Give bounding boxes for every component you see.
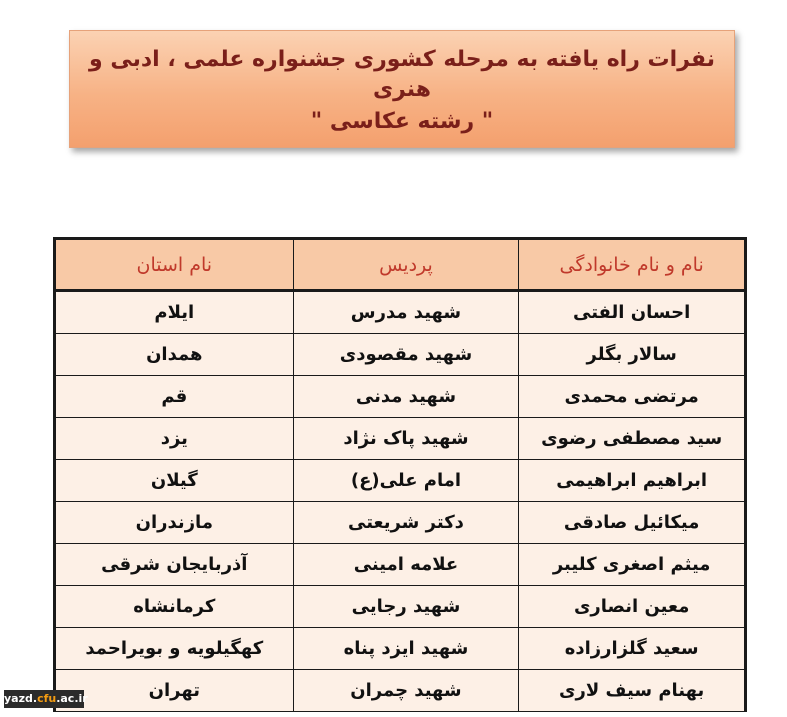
table-row xyxy=(55,376,746,418)
title-banner xyxy=(69,30,735,148)
cell-province: مازندران xyxy=(55,502,294,544)
cell-campus: شهید چمران xyxy=(293,670,519,712)
site-watermark xyxy=(4,690,88,708)
table-header-row xyxy=(55,239,746,291)
cell-full-name: مرتضی محمدی xyxy=(519,376,746,418)
header-province: نام استان xyxy=(55,239,294,291)
cell-campus: شهید پاک نژاد xyxy=(293,418,519,460)
cell-province: ایلام xyxy=(55,291,294,334)
header-campus: پردیس xyxy=(293,239,519,291)
cell-province: همدان xyxy=(55,334,294,376)
cell-province: کرمانشاه xyxy=(55,586,294,628)
cell-province: قم xyxy=(55,376,294,418)
cell-campus: شهید مدنی xyxy=(293,376,519,418)
watermark-prefix: yazd. xyxy=(4,692,38,705)
table-row xyxy=(55,670,746,712)
cell-full-name: ابراهیم ابراهیمی xyxy=(519,460,746,502)
table-row xyxy=(55,334,746,376)
table-row xyxy=(55,502,746,544)
table-row xyxy=(55,628,746,670)
cell-full-name: سعید گلزارزاده xyxy=(519,628,746,670)
cell-campus: شهید رجایی xyxy=(293,586,519,628)
cell-full-name: سالار بگلر xyxy=(519,334,746,376)
watermark-suffix: .ac.ir xyxy=(56,692,88,705)
table-row xyxy=(55,460,746,502)
cell-province: کهگیلویه و بویراحمد xyxy=(55,628,294,670)
cell-province: گیلان xyxy=(55,460,294,502)
cell-campus: دکتر شریعتی xyxy=(293,502,519,544)
table-row xyxy=(55,586,746,628)
cell-province: آذربایجان شرقی xyxy=(55,544,294,586)
cell-full-name: بهنام سیف لاری xyxy=(519,670,746,712)
table-row xyxy=(55,291,746,334)
cell-full-name: احسان الفتی xyxy=(519,291,746,334)
cell-campus: شهید مقصودی xyxy=(293,334,519,376)
cell-campus: شهید ایزد پناه xyxy=(293,628,519,670)
banner-title-line1: نفرات راه یافته به مرحله کشوری جشنواره علمی ، ادبی و هنری xyxy=(89,47,715,102)
cell-campus: علامه امینی xyxy=(293,544,519,586)
cell-campus: امام علی(ع) xyxy=(293,460,519,502)
banner-title-line2: " رشته عکاسی " xyxy=(310,109,494,134)
cell-full-name: میکائیل صادقی xyxy=(519,502,746,544)
cell-full-name: معین انصاری xyxy=(519,586,746,628)
header-full-name: نام و نام خانوادگی xyxy=(519,239,746,291)
cell-full-name: میثم اصغری کلیبر xyxy=(519,544,746,586)
cell-full-name: سید مصطفی رضوی xyxy=(519,418,746,460)
cell-campus: شهید مدرس xyxy=(293,291,519,334)
cell-province: یزد xyxy=(55,418,294,460)
winners-table xyxy=(53,237,747,712)
table-row xyxy=(55,544,746,586)
watermark-accent: cfu xyxy=(37,692,57,705)
table-row xyxy=(55,418,746,460)
cell-province: تهران xyxy=(55,670,294,712)
